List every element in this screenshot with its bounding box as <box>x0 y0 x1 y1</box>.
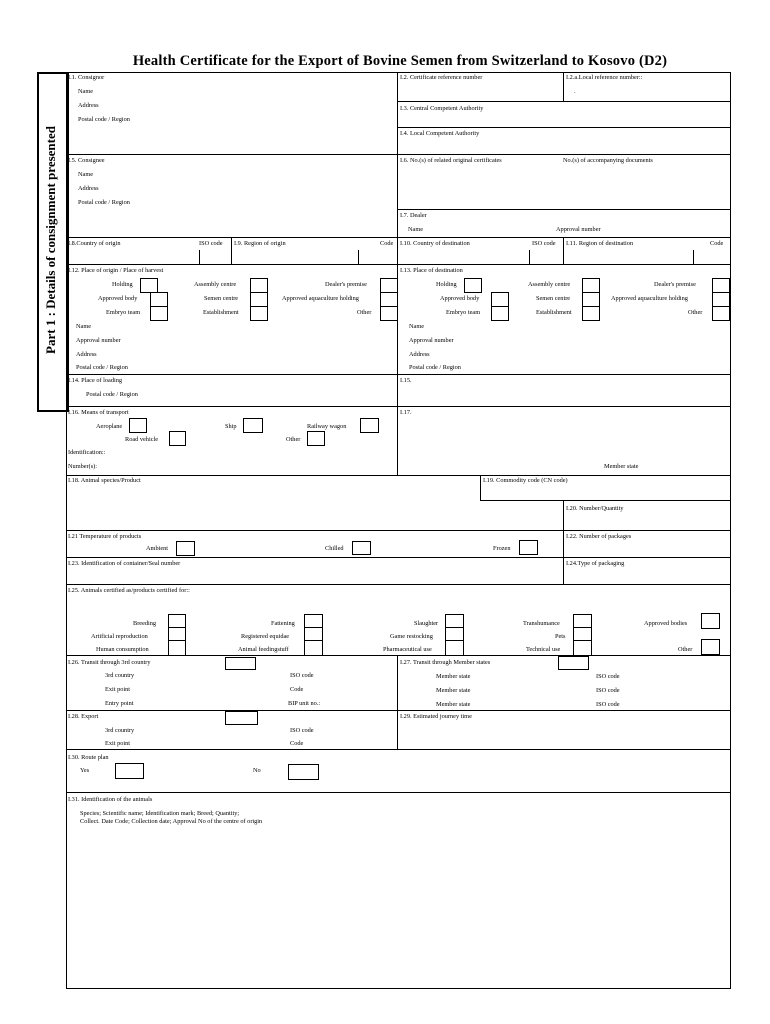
aeroplane-label: Aeroplane <box>96 423 123 430</box>
route-yes-label: Yes <box>80 767 90 774</box>
transit-iso-3: ISO code <box>596 701 620 708</box>
ship-label: Ship <box>225 423 237 430</box>
origin-holding-label: Holding <box>112 281 133 288</box>
part-label: Part 1 : Details of consignment presented <box>43 126 58 354</box>
origin-country-label: I.8.Country of origin <box>68 240 121 247</box>
origin-dealers-label: Dealer's premise <box>325 281 367 288</box>
local-ref-value: . <box>574 88 576 95</box>
pets-label: Pets <box>555 633 566 640</box>
dest-address: Address <box>409 351 430 358</box>
transit-ms-label: I.27. Transit through Member states <box>400 659 491 666</box>
route-no-checkbox[interactable] <box>288 764 319 780</box>
animals-id-line1: Species; Scientific name; Identification mark; Breed; Quantity; <box>80 810 240 817</box>
transit-ms-checkbox[interactable] <box>558 656 589 670</box>
origin-country-iso: ISO code <box>199 240 223 247</box>
export-exit: Exit point <box>105 740 131 747</box>
technical-checkbox[interactable] <box>573 640 592 656</box>
transit3-iso: ISO code <box>290 672 314 679</box>
pharma-checkbox[interactable] <box>445 640 464 656</box>
packages-label: I.22. Number of packages <box>566 533 632 540</box>
dest-holding-label: Holding <box>436 281 457 288</box>
dest-assembly-checkbox[interactable] <box>582 278 600 293</box>
origin-approved-body-checkbox[interactable] <box>150 292 168 307</box>
species-label: I.18. Animal species/Product <box>68 477 141 484</box>
dest-aquaculture-label: Approved aquaculture holding <box>611 295 688 302</box>
dest-aquaculture-checkbox[interactable] <box>712 292 730 307</box>
slaughter-label: Slaughter <box>414 620 439 627</box>
number-qty-label: I.20. Number/Quantity <box>566 505 624 512</box>
dest-approval: Approval number <box>409 337 454 344</box>
dest-approved-body-checkbox[interactable] <box>491 292 509 307</box>
consignee-address: Address <box>78 185 99 192</box>
dest-name: Name <box>409 323 425 330</box>
origin-aquaculture-checkbox[interactable] <box>380 292 398 307</box>
temperature-label: I.21 Temperature of products <box>68 533 142 540</box>
origin-address: Address <box>76 351 97 358</box>
animals-id-line2: Collect. Date Code; Collection date; Approval No of the centre of origin <box>80 818 263 825</box>
origin-embryo-label: Embryo team <box>106 309 141 316</box>
dest-semen-centre-checkbox[interactable] <box>582 292 600 307</box>
origin-region-code: Code <box>380 240 394 247</box>
dealer-approval: Approval number <box>556 226 601 233</box>
frozen-checkbox[interactable] <box>519 540 538 555</box>
origin-other-label: Other <box>357 309 372 316</box>
human-checkbox[interactable] <box>168 640 186 656</box>
export-checkbox[interactable] <box>225 711 258 725</box>
dest-semen-centre-label: Semen centre <box>536 295 571 302</box>
loading-postal: Postal code / Region <box>86 391 138 398</box>
dest-establishment-checkbox[interactable] <box>582 306 600 321</box>
origin-semen-centre-checkbox[interactable] <box>250 292 268 307</box>
route-label: I.30. Route plan <box>68 754 109 761</box>
pharma-label: Pharmaceutical use <box>383 646 432 653</box>
dest-approved-body-label: Approved body <box>440 295 480 302</box>
breeding-label: Breeding <box>133 620 157 627</box>
local-authority-label: I.4. Local Competent Authority <box>400 130 480 137</box>
transit3-checkbox[interactable] <box>225 657 256 670</box>
document-title: Health Certificate for the Export of Bovine Semen from Switzerland to Kosovo (D2) <box>132 53 668 69</box>
export-code: Code <box>290 740 304 747</box>
origin-semen-centre-label: Semen centre <box>204 295 239 302</box>
transit-ms-2: Member state <box>436 687 471 694</box>
route-yes-checkbox[interactable] <box>115 763 144 779</box>
transit3-country: 3rd country <box>105 672 135 679</box>
origin-approved-body-label: Approved body <box>98 295 138 302</box>
origin-assembly-checkbox[interactable] <box>250 278 268 293</box>
dest-embryo-label: Embryo team <box>446 309 481 316</box>
game-label: Game restocking <box>390 633 433 640</box>
transport-other-label: Other <box>286 436 301 443</box>
consignee-postal: Postal code / Region <box>78 199 130 206</box>
ambient-checkbox[interactable] <box>176 541 195 556</box>
transit3-bip: BIP unit no.: <box>288 700 321 707</box>
place-origin-label: I.12. Place of origin / Place of harvest <box>68 267 164 274</box>
road-vehicle-label: Road vehicle <box>125 436 159 443</box>
commodity-label: I.19. Commodity code (CN code) <box>483 477 568 484</box>
dealer-label: I.7. Dealer <box>400 212 427 219</box>
animals-id-label: I.31. Identification of the animals <box>68 796 153 803</box>
identification-label: Identification:: <box>68 449 106 456</box>
dealer-name: Name <box>408 226 424 233</box>
origin-postal: Postal code / Region <box>76 364 128 371</box>
accompanying-docs-label: No.(s) of accompanying documents <box>563 157 653 164</box>
origin-region-label: I.9. Region of origin <box>234 240 286 247</box>
export-country: 3rd country <box>105 727 135 734</box>
chilled-label: Chilled <box>325 545 344 552</box>
origin-name: Name <box>76 323 92 330</box>
origin-approval: Approval number <box>76 337 121 344</box>
loading-label: I.14. Place of loading <box>68 377 123 384</box>
dest-embryo-checkbox[interactable] <box>491 306 509 321</box>
ship-checkbox[interactable] <box>243 418 263 433</box>
approved-bodies-checkbox[interactable] <box>701 613 720 629</box>
aeroplane-checkbox[interactable] <box>129 418 147 433</box>
origin-establishment-label: Establishment <box>203 309 239 316</box>
transit3-code: Code <box>290 686 304 693</box>
central-authority-label: I.3. Central Competent Authority <box>400 105 484 112</box>
packaging-label: I.24.Type of packaging <box>566 560 625 567</box>
railway-label: Railway wagon <box>307 423 347 430</box>
feedingstuff-label: Animal feedingstuff <box>238 646 289 653</box>
i17-label: I.17. <box>400 409 412 416</box>
railway-checkbox[interactable] <box>360 418 379 433</box>
route-no-label: No <box>253 767 261 774</box>
transit-iso-1: ISO code <box>596 673 620 680</box>
consignor-address: Address <box>78 102 99 109</box>
origin-aquaculture-label: Approved aquaculture holding <box>282 295 359 302</box>
origin-holding-checkbox[interactable] <box>140 278 158 293</box>
origin-establishment-checkbox[interactable] <box>250 306 268 321</box>
certified-other-checkbox[interactable] <box>701 639 720 655</box>
registered-label: Registered equidae <box>241 633 290 640</box>
consignor-postal: Postal code / Region <box>78 116 130 123</box>
dest-holding-checkbox[interactable] <box>464 278 482 293</box>
related-certs-label: I.6. No.(s) of related original certificates <box>400 157 502 164</box>
road-vehicle-checkbox[interactable] <box>169 431 186 446</box>
i17-member-state: Member state <box>604 463 639 470</box>
technical-label: Technical use <box>526 646 561 653</box>
approved-bodies-label: Approved bodies <box>644 620 688 627</box>
origin-assembly-label: Assembly centre <box>194 281 237 288</box>
cert-ref-label: I.2. Certificate reference number <box>400 74 483 81</box>
transport-other-checkbox[interactable] <box>307 431 325 446</box>
export-label: I.28. Export <box>68 713 99 720</box>
origin-other-checkbox[interactable] <box>380 306 398 321</box>
frozen-label: Frozen <box>493 545 511 552</box>
export-iso: ISO code <box>290 727 314 734</box>
dest-country-label: I.10. Country of destination <box>400 240 470 247</box>
transport-label: I.16. Means of transport <box>68 409 129 416</box>
transhumance-label: Transhumance <box>523 620 560 627</box>
dest-other-checkbox[interactable] <box>712 306 730 321</box>
dest-dealers-checkbox[interactable] <box>712 278 730 293</box>
dest-establishment-label: Establishment <box>536 309 572 316</box>
container-label: I.23. Identification of container/Seal number <box>68 560 181 567</box>
transit-ms-3: Member state <box>436 701 471 708</box>
dest-country-iso: ISO code <box>532 240 556 247</box>
local-ref-label: I.2.a.Local reference number:: <box>566 74 643 81</box>
journey-label: I.29. Estimated journey time <box>400 713 472 720</box>
chilled-checkbox[interactable] <box>352 541 371 555</box>
transit-iso-2: ISO code <box>596 687 620 694</box>
transit3-entry: Entry point <box>105 700 134 707</box>
consignor-name: Name <box>78 88 94 95</box>
dest-postal: Postal code / Region <box>409 364 461 371</box>
consignee-label: I.5. Consignee <box>68 157 105 164</box>
origin-embryo-checkbox[interactable] <box>150 306 168 321</box>
consignor-label: I.1. Consignor <box>68 74 105 81</box>
human-label: Human consumption <box>96 646 149 653</box>
transit3-exit: Exit point <box>105 686 131 693</box>
origin-dealers-checkbox[interactable] <box>380 278 398 293</box>
transit-ms-1: Member state <box>436 673 471 680</box>
dest-region-label: I.11. Region of destination <box>566 240 634 247</box>
artificial-label: Artificial reproduction <box>91 633 148 640</box>
i15-label: I.15. <box>400 377 412 384</box>
certified-label: I.25. Animals certified as/products certified for:: <box>68 587 190 594</box>
certified-other-label: Other <box>678 646 693 653</box>
dest-region-code: Code <box>710 240 724 247</box>
transit3-label: I.26. Transit through 3rd country <box>68 659 151 666</box>
ambient-label: Ambient <box>146 545 169 552</box>
dest-assembly-label: Assembly centre <box>528 281 571 288</box>
dest-dealers-label: Dealer's premise <box>654 281 696 288</box>
consignee-name: Name <box>78 171 94 178</box>
dest-other-label: Other <box>688 309 703 316</box>
feedingstuff-checkbox[interactable] <box>304 640 323 656</box>
place-dest-label: I.13. Place of destination <box>400 267 463 274</box>
transport-numbers-label: Number(s): <box>68 463 98 470</box>
fattening-label: Fattening <box>271 620 295 627</box>
